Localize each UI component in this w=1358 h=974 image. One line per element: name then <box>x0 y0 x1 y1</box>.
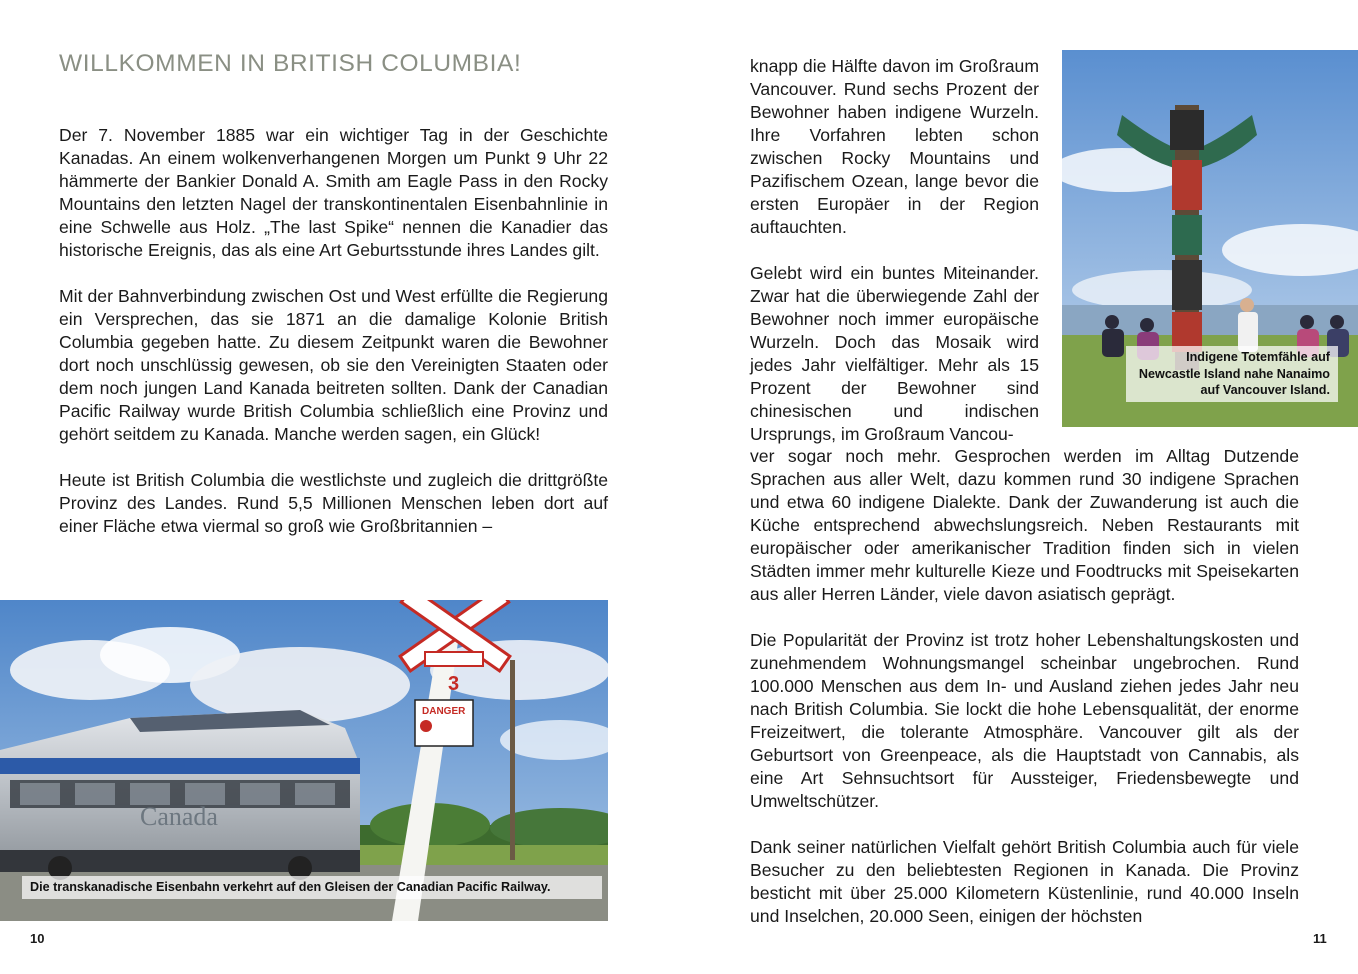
paragraph: Der 7. November 1885 war ein wichtiger Tag in der Geschichte Kanadas. An einem wolkenverhangenen Morgen um Punkt 9 Uhr 22 hämmerte der Bankier Donald A. Smith am Eagle Pass in den Rocky Mountains den letzten Nagel der transkontinentalen Eisenbahnlinie in eine Schwelle aus Holz. „The last Spike“ nennen die Kanadier das historische Ereignis, das als eine Art Geburtsstunde ihres Landes gilt. <box>59 125 608 260</box>
paragraph: Mit der Bahnverbindung zwischen Ost und West erfüllte die Regierung ein Versprechen, das sie 1871 an die damalige Kolonie British Columbia gegeben hatte. Zu diesem Zeitpunkt waren die Bewohner dort noch unschlüssig gewesen, ob sie den Vereinigten Staaten oder dem noch jungen Land Kanada beitreten sollten. Dank der Canadian Pacific Railway wurde British Columbia schließlich eine Provinz und gehört seitdem zu Kanada. Manche werden sagen, ein Glück! <box>59 286 608 444</box>
left-body-text <box>59 124 608 538</box>
right-top-text <box>750 55 1039 446</box>
paragraph: Gelebt wird ein buntes Miteinander. Zwar hat die überwiegende Zahl der Bewohner noch immer europäische Wurzeln. Doch das Mosaik wird jedes Jahr vielfältiger. Mehr als 15 Prozent der Bewohner sind chinesischen und indischen Ursprungs, im Großraum Vancou- <box>750 263 1039 444</box>
paragraph: Heute ist British Columbia die westlichste und zugleich die drittgrößte Provinz des Landes. Rund 5,5 Millionen Menschen leben dort auf einer Fläche etwa viermal so groß wie Großbritannien – <box>59 470 608 536</box>
page-number-right: 11 <box>1313 931 1327 946</box>
train-car-lettering: Canada <box>140 802 218 831</box>
paragraph: ver sogar noch mehr. Gesprochen werden im Alltag Dutzende Sprachen aus aller Welt, dazu kommen rund 30 indigene Sprachen und etwa 60 indigene Dialekte. Dank der Zuwanderung ist auch die Küche entsprechend abwechslungsreich. Neben Restaurants mit europäischer oder amerikanischer Tradition finden sich in vielen Städten immer mehr kulturelle Kieze und Foodtrucks mit Speisekarten aus aller Herren Länder, viele davon asiatisch geprägt. <box>750 446 1299 604</box>
totem-photo <box>1062 50 1358 427</box>
train-photo <box>0 600 608 921</box>
train-illustration <box>0 600 608 921</box>
totem-photo-caption: Indigene Totemfähle auf Newcastle Island nahe Nanaimo auf Vancouver Island. <box>1126 346 1338 402</box>
right-body-text <box>750 445 1299 928</box>
page-number-left: 10 <box>30 931 45 946</box>
paragraph: Dank seiner natürlichen Vielfalt gehört British Columbia auch für viele Besucher zu den beliebtesten Regionen in Kanada. Die Provinz besticht mit über 25.000 Kilometern Küstenlinie, rund 40.000 Inseln und Inselchen, 20.000 Seen, einigen der höchsten <box>750 837 1299 926</box>
page-title: WILLKOMMEN IN BRITISH COLUMBIA! <box>59 50 522 77</box>
paragraph: knapp die Hälfte davon im Großraum Vancouver. Rund sechs Prozent der Bewohner haben indigene Wurzeln. Ihre Vorfahren lebten schon zwischen Rocky Mountains und Pazifischem Ozean, lange bevor die ersten Europäer in der Region auftauchten. <box>750 56 1039 237</box>
paragraph: Die Popularität der Provinz ist trotz hoher Lebenshaltungskosten und zunehmendem Wohnungsmangel scheinbar ungebrochen. Rund 100.000 Menschen aus dem In- und Ausland ziehen jedes Jahr neu nach British Columbia. Sie lockt die hohe Lebensqualität, der enorme Freizeitwert, die tolerante Atmosphäre. Vancouver gilt als der Geburtsort von Greenpeace, als die Hauptstadt von Cannabis, als eine Art Sehnsuchtsort für Aussteiger, Friedensbewegte und Umweltschützer. <box>750 630 1299 811</box>
train-photo-caption: Die transkanadische Eisenbahn verkehrt auf den Gleisen der Canadian Pacific Railway. <box>22 876 602 899</box>
danger-sign-text: DANGER <box>422 706 466 717</box>
svg-text:3: 3 <box>448 673 460 695</box>
